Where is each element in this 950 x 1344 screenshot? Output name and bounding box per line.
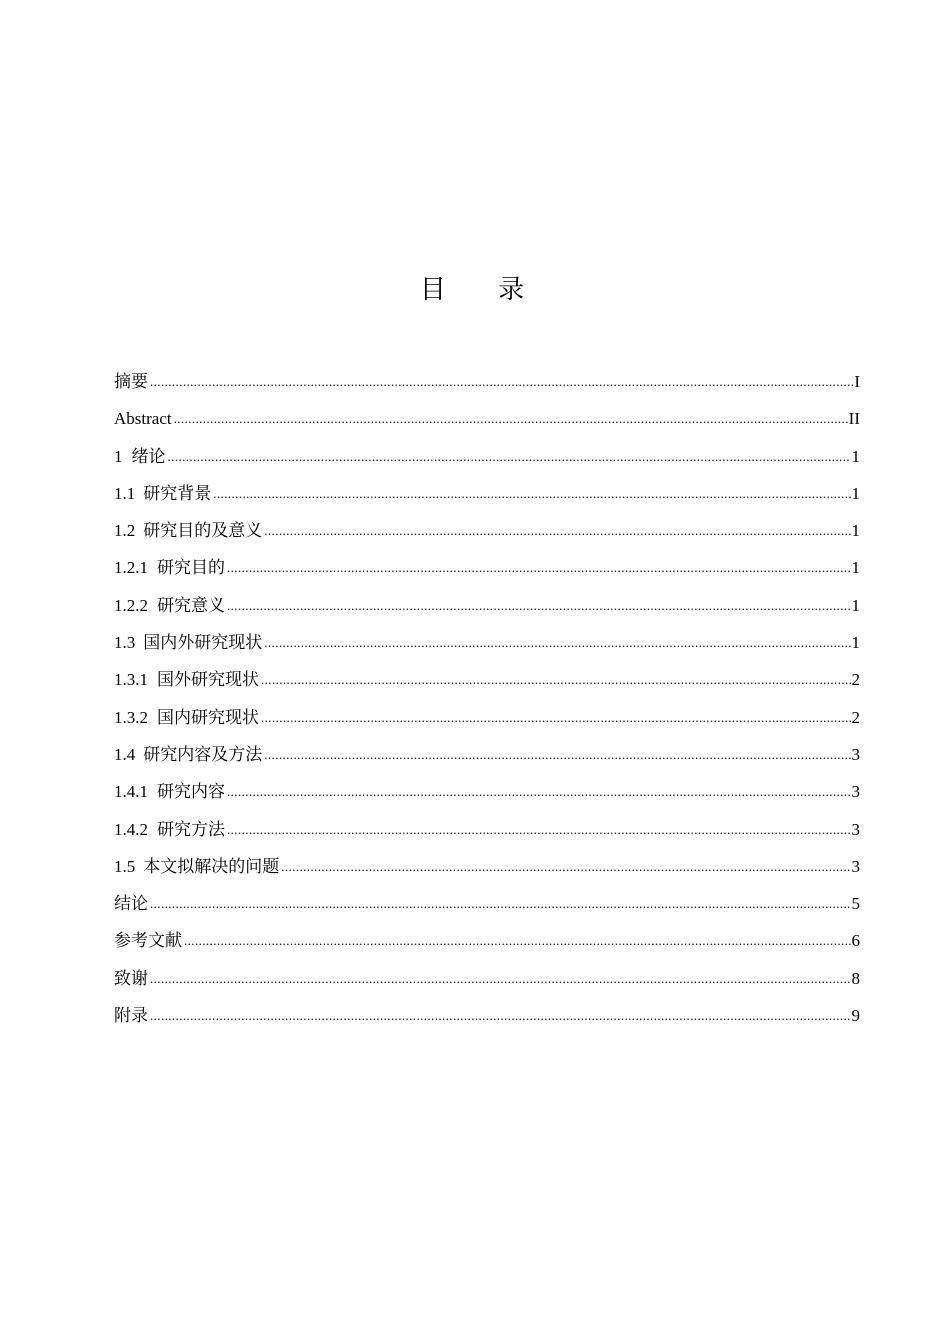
toc-leader-dots bbox=[184, 922, 851, 959]
toc-entry-page: 1 bbox=[851, 633, 860, 653]
toc-entry-label: 国内研究现状 bbox=[157, 707, 259, 727]
toc-entry-number: 1.1 bbox=[114, 483, 136, 503]
toc-entry-page: 2 bbox=[851, 670, 860, 690]
toc-entry[interactable] bbox=[114, 661, 860, 698]
toc-entry-page: II bbox=[848, 409, 860, 429]
toc-entry-page: 2 bbox=[851, 707, 860, 727]
toc-entry-page: 1 bbox=[851, 521, 860, 541]
toc-entry[interactable] bbox=[114, 512, 860, 549]
toc-entry-number: 1.3.1 bbox=[114, 670, 148, 690]
toc-entry-label-wrap bbox=[114, 811, 225, 848]
toc-entry-page: 1 bbox=[851, 558, 860, 578]
toc-entry-label: 国内外研究现状 bbox=[143, 633, 263, 653]
toc-entry-label-wrap bbox=[114, 736, 262, 773]
toc-entry-number: 1.3 bbox=[114, 633, 136, 653]
toc-entry-page: I bbox=[854, 372, 860, 391]
toc-entry-number: 1 bbox=[114, 446, 123, 466]
toc-leader-dots bbox=[227, 811, 851, 848]
toc-leader-dots bbox=[261, 699, 851, 736]
toc-title: 目 录 bbox=[419, 275, 547, 305]
toc-leader-dots bbox=[261, 661, 851, 698]
toc-entry-number: 1.3.2 bbox=[114, 707, 148, 727]
toc-entry[interactable] bbox=[114, 549, 860, 586]
toc-entry-label: 致谢 bbox=[114, 968, 148, 988]
toc-entry-label-wrap bbox=[114, 587, 225, 624]
toc-entry-page: 3 bbox=[851, 782, 860, 802]
toc-entry[interactable] bbox=[114, 885, 860, 922]
toc-entry-page: 1 bbox=[851, 595, 860, 615]
toc-entry-number: 1.2.2 bbox=[114, 595, 148, 615]
toc-entry-label: 研究背景 bbox=[143, 483, 212, 503]
toc-leader-dots bbox=[264, 512, 850, 549]
toc-entry-label-wrap bbox=[114, 848, 279, 885]
toc-leader-dots bbox=[150, 960, 851, 997]
toc-entry-page: 3 bbox=[851, 744, 860, 764]
toc-entry[interactable] bbox=[114, 811, 860, 848]
toc-entry-label-wrap bbox=[114, 438, 166, 475]
toc-entry-label: 研究目的 bbox=[157, 558, 225, 578]
toc-entry-page: 3 bbox=[851, 856, 860, 876]
toc-entry-label: 摘要 bbox=[114, 372, 148, 391]
toc-entry-number: 1.4 bbox=[114, 744, 136, 764]
toc-entry[interactable] bbox=[114, 699, 860, 736]
toc-leader-dots bbox=[264, 736, 850, 773]
toc-entry-label: 本文拟解决的问题 bbox=[143, 856, 280, 876]
toc-entry-number: 1.2.1 bbox=[114, 558, 148, 578]
toc-entry-label: 研究内容 bbox=[157, 782, 225, 802]
toc-entry[interactable] bbox=[114, 922, 860, 959]
toc-entry-label: 研究意义 bbox=[157, 595, 225, 615]
toc-entry-number: 1.4.1 bbox=[114, 782, 148, 802]
toc-entry-page: 1 bbox=[851, 483, 860, 503]
toc-leader-dots bbox=[227, 549, 851, 586]
toc-entry-page: 9 bbox=[851, 1006, 860, 1026]
toc-leader-dots bbox=[150, 885, 851, 922]
toc-entry[interactable] bbox=[114, 587, 860, 624]
toc-leader-dots bbox=[174, 400, 848, 437]
toc-entry-label-wrap bbox=[114, 624, 262, 661]
toc-entry-label: 附录 bbox=[114, 1006, 148, 1026]
toc-entry[interactable] bbox=[114, 438, 860, 475]
toc-entry-label: 结论 bbox=[114, 894, 148, 914]
toc-entry[interactable] bbox=[114, 624, 860, 661]
toc-entry[interactable] bbox=[114, 773, 860, 810]
toc-entry[interactable] bbox=[114, 960, 860, 997]
toc-entry-label: 参考文献 bbox=[114, 931, 182, 951]
toc-entry[interactable] bbox=[114, 848, 860, 885]
toc-entry-label: 研究内容及方法 bbox=[143, 744, 263, 764]
toc-entry-label: 研究方法 bbox=[157, 819, 225, 839]
toc-leader-dots bbox=[264, 624, 850, 661]
toc-entry-label-wrap bbox=[114, 699, 259, 736]
toc-entry-label: 国外研究现状 bbox=[157, 670, 259, 690]
toc-entry[interactable] bbox=[114, 997, 860, 1034]
toc-leader-dots bbox=[168, 438, 851, 475]
toc-entry-label-wrap bbox=[114, 549, 225, 586]
toc-entry[interactable] bbox=[114, 475, 860, 512]
toc-entry-number: 1.4.2 bbox=[114, 819, 148, 839]
toc-entry-page: 5 bbox=[851, 894, 860, 914]
toc-entry-label-wrap bbox=[114, 512, 262, 549]
toc-list bbox=[114, 363, 860, 1034]
toc-entry-page: 6 bbox=[851, 931, 860, 951]
toc-entry-label: 研究目的及意义 bbox=[143, 521, 263, 541]
toc-leader-dots bbox=[150, 997, 851, 1034]
toc-entry-number: 1.5 bbox=[114, 856, 136, 876]
toc-entry-label: Abstract bbox=[114, 409, 172, 429]
toc-entry-label-wrap bbox=[114, 773, 225, 810]
toc-leader-dots bbox=[150, 363, 853, 400]
toc-entry-label-wrap bbox=[114, 661, 259, 698]
toc-entry-page: 8 bbox=[851, 968, 860, 988]
toc-entry[interactable] bbox=[114, 736, 860, 773]
toc-entry[interactable] bbox=[114, 363, 860, 400]
toc-entry-label-wrap bbox=[114, 475, 211, 512]
toc-entry-page: 1 bbox=[851, 446, 860, 466]
toc-entry[interactable] bbox=[114, 400, 860, 437]
toc-entry-number: 1.2 bbox=[114, 521, 136, 541]
toc-leader-dots bbox=[281, 848, 850, 885]
toc-entry-page: 3 bbox=[851, 819, 860, 839]
toc-leader-dots bbox=[227, 773, 851, 810]
toc-leader-dots bbox=[227, 587, 851, 624]
toc-leader-dots bbox=[213, 475, 850, 512]
toc-entry-label: 绪论 bbox=[131, 446, 166, 466]
